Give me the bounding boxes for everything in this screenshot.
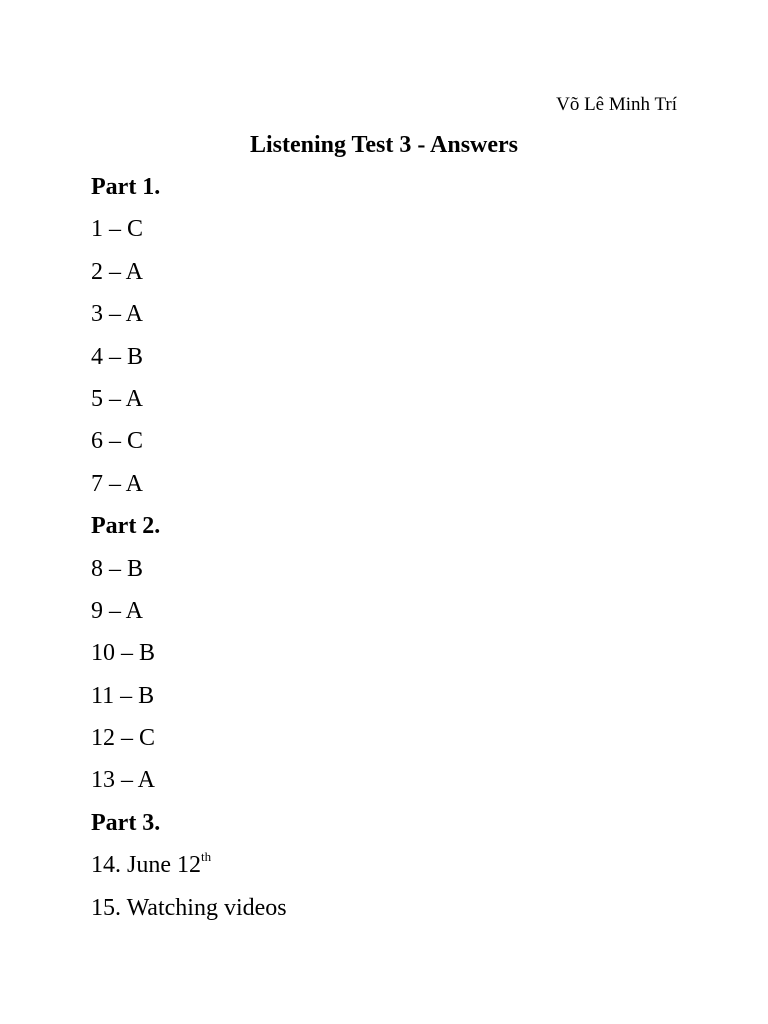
- answer-item: 6 – C: [91, 428, 144, 455]
- author-name: Võ Lê Minh Trí: [556, 94, 677, 115]
- answer-item: 1 – C: [91, 216, 144, 243]
- page-title: Listening Test 3 - Answers: [249, 132, 519, 158]
- answer-item-15: 15. Watching videos: [91, 894, 287, 921]
- answer-item: 2 – A: [91, 258, 144, 285]
- answer-item: 10 – B: [91, 640, 156, 667]
- answer-item: 5 – A: [91, 385, 144, 412]
- answer-item: 8 – B: [91, 555, 144, 582]
- part-1-heading: Part 1.: [91, 174, 161, 200]
- answer-14-text: 14. June 12: [91, 852, 201, 879]
- answer-item: 4 – B: [91, 343, 144, 370]
- answer-item: 12 – C: [91, 725, 156, 752]
- answer-item-14: [91, 844, 691, 886]
- part-2-heading: Part 2.: [91, 513, 161, 540]
- answer-item: 11 – B: [91, 682, 155, 709]
- part-3-heading: Part 3.: [91, 809, 161, 836]
- answer-item: 3 – A: [91, 301, 144, 328]
- answer-list: [91, 166, 691, 929]
- answer-item: 7 – A: [91, 470, 144, 497]
- answer-14-superscript: th: [201, 849, 212, 865]
- answer-item: 13 – A: [91, 767, 156, 794]
- answer-item: 9 – A: [91, 597, 144, 624]
